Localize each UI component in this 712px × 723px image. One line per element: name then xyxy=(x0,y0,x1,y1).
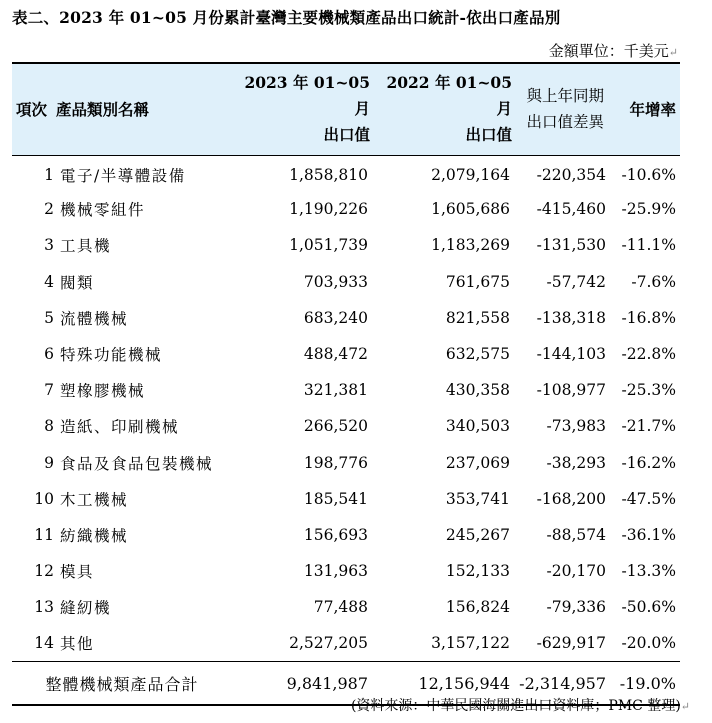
header-row xyxy=(12,63,680,155)
row-2023-value: 156,693 xyxy=(303,525,368,544)
header-diff-line1: 與上年同期 xyxy=(526,87,604,106)
row-2023-value: 683,240 xyxy=(303,308,368,327)
row-diff: -629,917 xyxy=(536,634,606,653)
row-diff: -138,318 xyxy=(536,308,606,327)
header-index: 項次 xyxy=(12,63,56,155)
row-growth: -50.6% xyxy=(621,598,676,617)
row-index: 6 xyxy=(44,345,54,364)
row-2022-value: 152,133 xyxy=(445,562,510,581)
table-row xyxy=(12,589,680,625)
row-growth: -22.8% xyxy=(621,345,676,364)
row-category: 閥類 xyxy=(60,273,95,292)
header-2022-line2: 出口值 xyxy=(465,125,512,145)
row-2023-value: 185,541 xyxy=(303,489,368,508)
row-category: 模具 xyxy=(60,563,95,582)
header-2022 xyxy=(372,63,514,155)
row-2022-value: 237,069 xyxy=(445,453,510,472)
row-2023-value: 703,933 xyxy=(303,272,368,291)
row-category: 紡織機械 xyxy=(60,526,129,545)
source-note-text: (資料來源：中華民國海關進出口資料庫；PMC 整理) xyxy=(350,698,681,714)
total-growth: -19.0% xyxy=(610,662,680,706)
row-index: 13 xyxy=(34,598,54,617)
row-2023-value: 198,776 xyxy=(303,453,368,472)
table-row xyxy=(12,336,680,372)
total-diff: -2,314,957 xyxy=(514,662,610,706)
row-category: 機械零組件 xyxy=(60,201,146,220)
table-title: 表二、2023 年 01~05 月份累計臺灣主要機械類產品出口統計-依出口產品別 xyxy=(12,8,561,27)
row-growth: -20.0% xyxy=(621,634,676,653)
row-index: 5 xyxy=(44,308,54,327)
export-statistics-table xyxy=(12,62,680,706)
unit-label: 金額單位：千美元↵ xyxy=(548,42,678,60)
row-category: 食品及食品包裝機械 xyxy=(60,454,214,473)
row-diff: -131,530 xyxy=(536,236,606,255)
row-category: 縫紉機 xyxy=(60,599,112,618)
table-row xyxy=(12,155,680,191)
row-category: 流體機械 xyxy=(60,309,129,328)
row-index: 7 xyxy=(44,381,54,400)
row-2022-value: 821,558 xyxy=(445,308,510,327)
row-2022-value: 1,605,686 xyxy=(431,200,510,219)
total-2023: 9,841,987 xyxy=(232,662,372,706)
row-growth: -13.3% xyxy=(621,562,676,581)
header-diff xyxy=(514,63,610,155)
row-growth: -16.8% xyxy=(621,308,676,327)
row-diff: -57,742 xyxy=(546,272,606,291)
row-category: 其他 xyxy=(60,635,95,654)
total-2022: 12,156,944 xyxy=(372,662,514,706)
header-diff-line2: 出口值差異 xyxy=(526,113,604,132)
row-2022-value: 2,079,164 xyxy=(431,166,510,185)
row-diff: -79,336 xyxy=(546,598,606,617)
row-index: 14 xyxy=(34,634,54,653)
row-diff: -144,103 xyxy=(536,345,606,364)
row-2023-value: 1,858,810 xyxy=(289,166,368,185)
row-diff: -38,293 xyxy=(546,453,606,472)
row-diff: -88,574 xyxy=(546,525,606,544)
row-diff: -108,977 xyxy=(536,381,606,400)
row-growth: -21.7% xyxy=(621,417,676,436)
header-2023-line2: 出口值 xyxy=(323,125,370,145)
row-diff: -168,200 xyxy=(536,489,606,508)
table-row xyxy=(12,372,680,408)
row-index: 4 xyxy=(44,272,54,291)
row-2022-value: 1,183,269 xyxy=(431,236,510,255)
row-category: 特殊功能機械 xyxy=(60,346,163,365)
row-2023-value: 77,488 xyxy=(313,598,368,617)
row-index: 12 xyxy=(34,562,54,581)
row-index: 10 xyxy=(34,489,54,508)
table-row xyxy=(12,300,680,336)
row-category: 造紙、印刷機械 xyxy=(60,418,180,437)
row-growth: -47.5% xyxy=(621,489,676,508)
row-2022-value: 632,575 xyxy=(445,345,510,364)
unit-label-text: 金額單位：千美元 xyxy=(548,42,669,60)
row-diff: -220,354 xyxy=(536,166,606,185)
row-diff: -20,170 xyxy=(546,562,606,581)
row-growth: -7.6% xyxy=(631,272,676,291)
table-row xyxy=(12,517,680,553)
row-index: 1 xyxy=(44,166,54,185)
row-2022-value: 353,741 xyxy=(445,489,510,508)
row-2022-value: 156,824 xyxy=(445,598,510,617)
table-body xyxy=(12,155,680,662)
row-index: 2 xyxy=(44,200,54,219)
row-growth: -25.9% xyxy=(621,200,676,219)
header-2022-line1: 2022 年 01~05 月 xyxy=(386,73,512,119)
row-growth: -11.1% xyxy=(621,236,676,255)
row-2022-value: 3,157,122 xyxy=(431,634,510,653)
source-note: (資料來源：中華民國海關進出口資料庫；PMC 整理)↵ xyxy=(350,698,690,714)
table-row xyxy=(12,408,680,444)
header-growth: 年增率 xyxy=(610,63,680,155)
table-row xyxy=(12,553,680,589)
row-growth: -36.1% xyxy=(621,525,676,544)
table-row xyxy=(12,227,680,263)
header-2023-line1: 2023 年 01~05 月 xyxy=(244,73,370,119)
row-2022-value: 761,675 xyxy=(445,272,510,291)
row-diff: -415,460 xyxy=(536,200,606,219)
row-category: 電子/半導體設備 xyxy=(60,167,186,186)
row-2023-value: 321,381 xyxy=(303,381,368,400)
header-2023 xyxy=(232,63,372,155)
row-growth: -25.3% xyxy=(621,381,676,400)
row-2023-value: 2,527,205 xyxy=(289,634,368,653)
row-category: 工具機 xyxy=(60,237,112,256)
table-row xyxy=(12,264,680,300)
row-2023-value: 131,963 xyxy=(303,562,368,581)
table-row xyxy=(12,445,680,481)
row-category: 木工機械 xyxy=(60,490,129,509)
row-index: 9 xyxy=(44,453,54,472)
row-index: 3 xyxy=(44,236,54,255)
row-2023-value: 1,051,739 xyxy=(289,236,368,255)
row-2023-value: 1,190,226 xyxy=(289,200,368,219)
row-diff: -73,983 xyxy=(546,417,606,436)
row-2022-value: 430,358 xyxy=(445,381,510,400)
row-index: 11 xyxy=(34,525,54,544)
row-growth: -16.2% xyxy=(621,453,676,472)
row-index: 8 xyxy=(44,417,54,436)
row-category: 塑橡膠機械 xyxy=(60,382,146,401)
table-row xyxy=(12,625,680,661)
table-row xyxy=(12,191,680,227)
total-label: 整體機械類產品合計 xyxy=(12,662,232,706)
header-category: 產品類別名稱 xyxy=(56,63,232,155)
row-2023-value: 488,472 xyxy=(303,345,368,364)
row-growth: -10.6% xyxy=(621,166,676,185)
row-2022-value: 340,503 xyxy=(445,417,510,436)
row-2022-value: 245,267 xyxy=(445,525,510,544)
table-row xyxy=(12,481,680,517)
row-2023-value: 266,520 xyxy=(303,417,368,436)
